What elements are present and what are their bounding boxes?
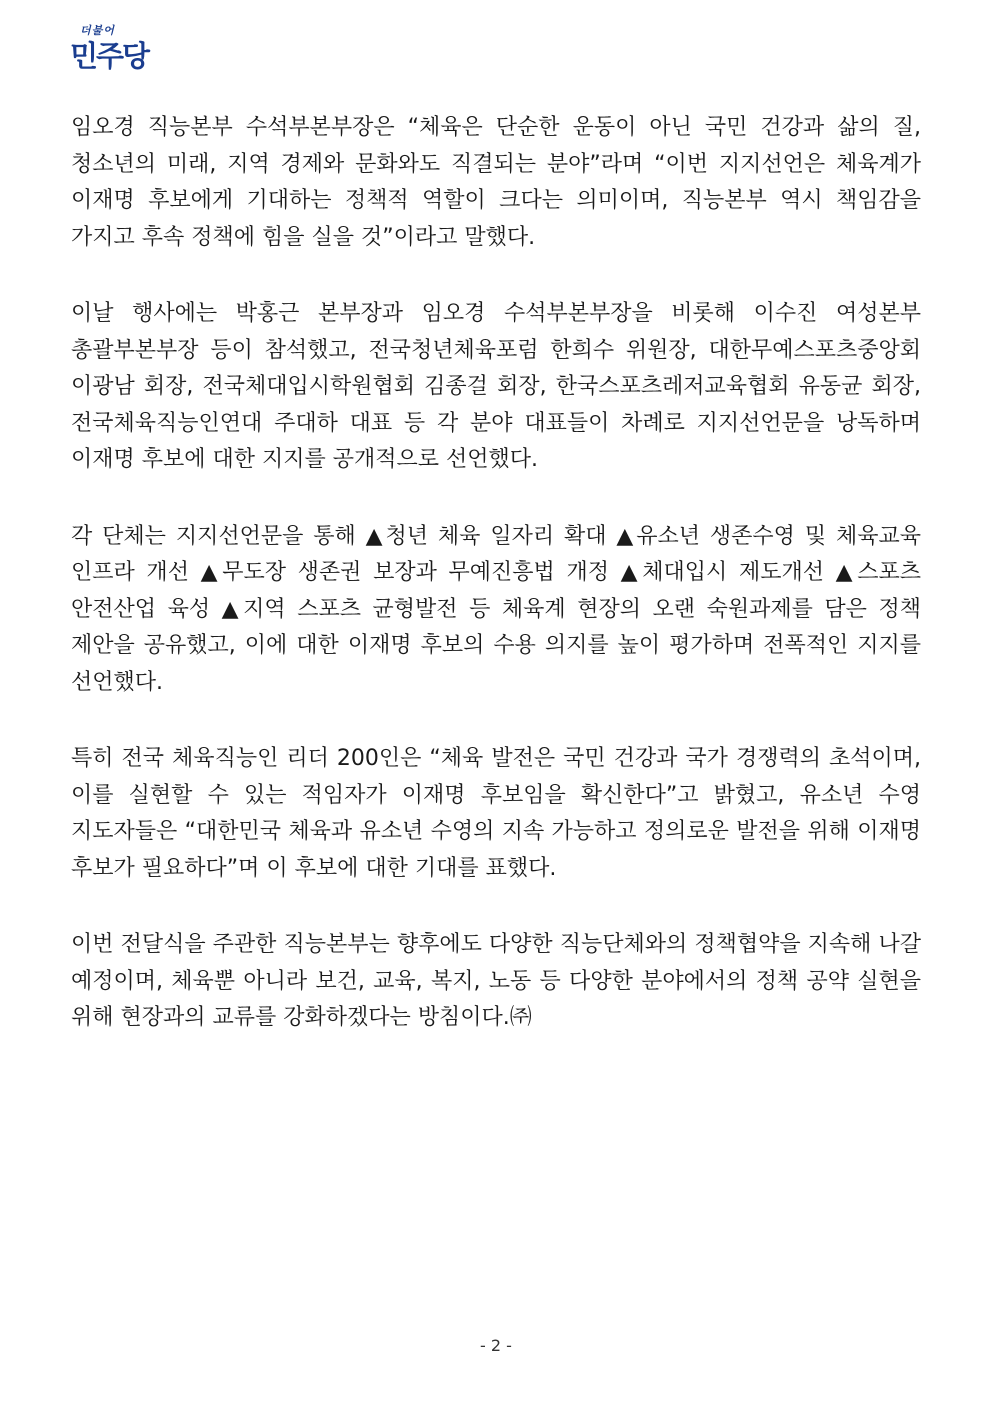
paragraph: 임오경 직능본부 수석부본부장은 “체육은 단순한 운동이 아닌 국민 건강과 삶의 질, 청소년의 미래, 지역 경제와 문화와도 직결되는 분야”라며 “이번 지지선언은 체육계가 이재명 후보에게 기대하는 정책적 역할이 크다는 의미이며, 직능본부 역시 책임감을 가지고 후속 정책에 힘을 실을 것”이라고 말했다. (71, 115, 921, 250)
document-body (71, 110, 921, 1077)
page-number: - 2 - (480, 1336, 512, 1355)
paragraph: 각 단체는 지지선언문을 통해 ▲청년 체육 일자리 확대 ▲유소년 생존수영 및 체육교육 인프라 개선 ▲무도장 생존권 보장과 무예진흥법 개정 ▲체대입시 제도개선 ▲스포츠 안전산업 육성 ▲지역 스포츠 균형발전 등 체육계 현장의 오랜 숙원과제를 담은 정책 제안을 공유했고, 이에 대한 이재명 후보의 수용 의지를 높이 평가하며 전폭적인 지지를 선언했다. (71, 523, 921, 695)
paragraph: 이번 전달식을 주관한 직능본부는 향후에도 다양한 직능단체와의 정책협약을 지속해 나갈 예정이며, 체육뿐 아니라 보건, 교육, 복지, 노동 등 다양한 분야에서의 정책 공약 실현을 위해 현장과의 교류를 강화하겠다는 방침이다.㈜ (71, 932, 921, 1030)
paragraph: 특히 전국 체육직능인 리더 200인은 “체육 발전은 국민 건강과 국가 경쟁력의 초석이며, 이를 실현할 수 있는 적임자가 이재명 후보임을 확신한다”고 밝혔고, 유소년 수영 지도자들은 “대한민국 체육과 유소년 수영의 지속 가능하고 정의로운 발전을 위해 이재명 후보가 필요하다”며 이 후보에 대한 기대를 표했다. (71, 746, 921, 881)
logo-subtitle: 더불어 (80, 24, 115, 37)
logo-title: 민주당 (70, 39, 149, 73)
paragraph: 이날 행사에는 박홍근 본부장과 임오경 수석부본부장을 비롯해 이수진 여성본부 총괄부본부장 등이 참석했고, 전국청년체육포럼 한희수 위원장, 대한무예스포츠중앙회 이광남 회장, 전국체대입시학원협회 김종걸 회장, 한국스포츠레저교육협회 유동균 회장, 전국체육직능인연대 주대하 대표 등 각 분야 대표들이 차례로 지지선언문을 낭독하며 이재명 후보에 대한 지지를 공개적으로 선언했다. (71, 301, 921, 472)
party-logo (70, 22, 150, 84)
